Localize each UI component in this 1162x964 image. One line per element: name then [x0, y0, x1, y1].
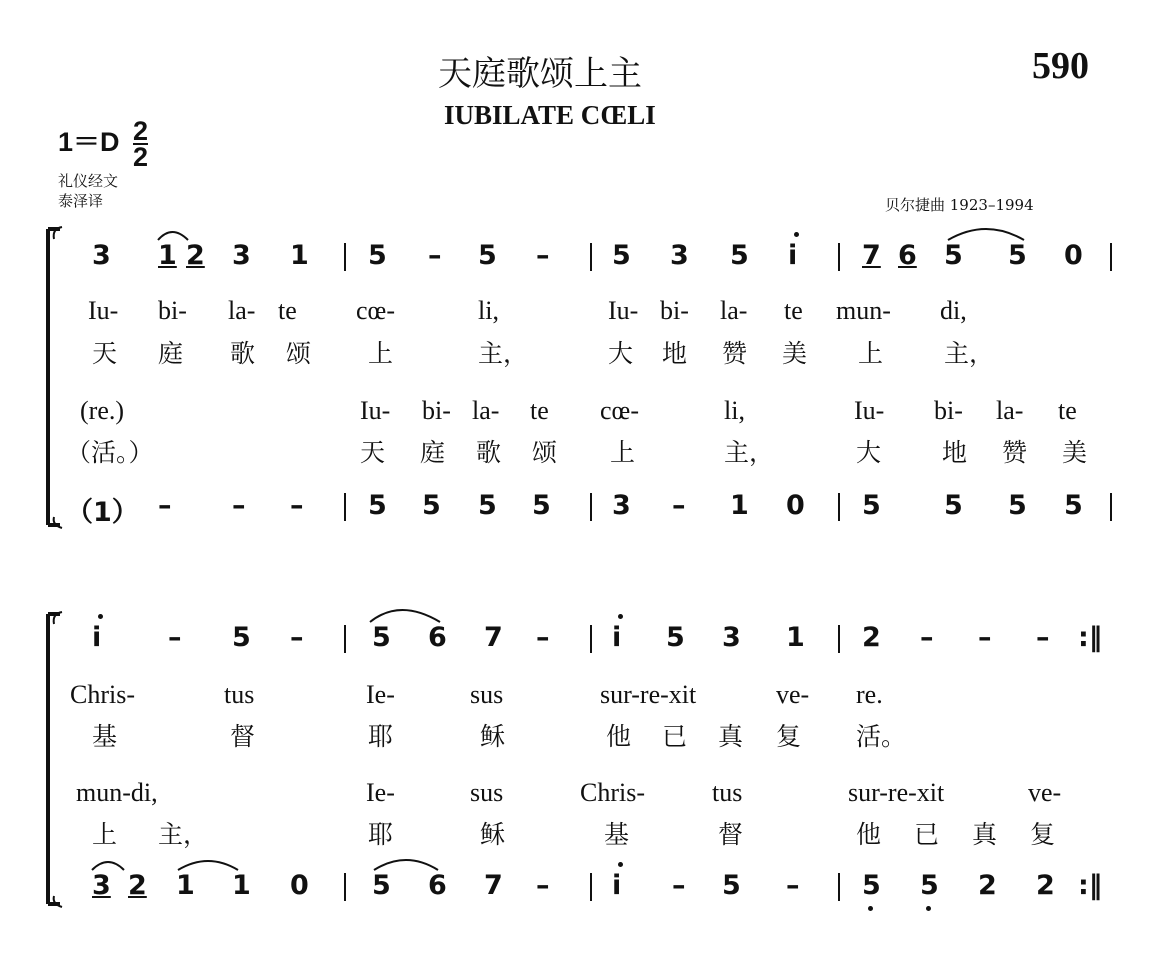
note: 1: [730, 490, 749, 521]
note: 5: [722, 870, 741, 901]
note: 2: [186, 240, 205, 271]
lyric: 庭: [158, 339, 184, 368]
lyric: 歌: [476, 438, 502, 467]
note: 5: [372, 622, 391, 653]
note: 5: [1008, 240, 1027, 271]
note: 7: [484, 870, 503, 901]
lyric: bi-: [934, 396, 963, 425]
lyric: 主，: [724, 438, 775, 467]
barline: [838, 625, 840, 653]
lyric: Ie-: [366, 680, 395, 709]
barline: [344, 493, 346, 521]
lyric: te: [1058, 396, 1077, 425]
lyric: 庭: [420, 438, 446, 467]
lyric: sus: [470, 680, 504, 709]
lyric: Iu-: [854, 396, 885, 425]
lyric: sur-re-xit: [848, 778, 945, 807]
note: 3: [722, 622, 741, 653]
barline: [590, 625, 592, 653]
barline: [344, 873, 346, 901]
lyric: la-: [996, 396, 1024, 425]
lyric: Iu-: [360, 396, 391, 425]
barline: [344, 243, 346, 271]
note: 1: [158, 240, 177, 271]
note: 6: [428, 622, 447, 653]
low-octave-dot: [926, 906, 931, 911]
lyric: 颂: [532, 438, 558, 467]
note: 5: [478, 240, 497, 271]
lyric: 他: [606, 722, 632, 751]
note: 5: [1008, 490, 1027, 521]
barline: [590, 493, 592, 521]
lyric: 赞: [1002, 438, 1028, 467]
lyric: 基: [604, 820, 630, 849]
dash: –: [786, 870, 800, 901]
lyric: 主，: [944, 339, 995, 368]
note: 5: [478, 490, 497, 521]
lyric: ve-: [776, 680, 810, 709]
barline: [590, 243, 592, 271]
note: i: [92, 622, 102, 653]
lyric: bi-: [422, 396, 451, 425]
lyric: di,: [940, 296, 967, 325]
lyric: 基: [92, 722, 118, 751]
lyric: 督: [718, 820, 744, 849]
lyric: 他: [856, 820, 882, 849]
slurs: [88, 850, 548, 874]
lyric: 主，: [478, 339, 529, 368]
note: 1: [290, 240, 309, 271]
barline: [838, 493, 840, 521]
high-octave-dot: [794, 232, 799, 237]
lyric: (re.): [80, 396, 125, 425]
composer: 贝尔捷曲 1923–1994: [885, 196, 1034, 214]
low-octave-dot: [868, 906, 873, 911]
lyric: sus: [470, 778, 504, 807]
lyric: te: [530, 396, 549, 425]
system-2-brace: [40, 610, 70, 910]
note: 5: [944, 240, 963, 271]
note: 7: [484, 622, 503, 653]
note: i: [612, 622, 622, 653]
hymn-number: 590: [1032, 45, 1089, 87]
note: 1: [786, 622, 805, 653]
lyric: 美: [1062, 438, 1088, 467]
lyric: cœ-: [600, 396, 639, 425]
lyric: 上: [858, 339, 884, 368]
dash: –: [158, 490, 172, 521]
lyric: te: [784, 296, 803, 325]
lyric: 上: [92, 820, 118, 849]
lyric: ve-: [1028, 778, 1062, 807]
dash: –: [232, 490, 246, 521]
lyric: la-: [472, 396, 500, 425]
note: 5: [862, 490, 881, 521]
time-signature: [133, 116, 149, 172]
key-signature: [58, 116, 149, 172]
dash: –: [1036, 622, 1050, 653]
dash: –: [672, 870, 686, 901]
lyric: 督: [230, 722, 256, 751]
lyric: bi-: [158, 296, 187, 325]
barline: [1110, 243, 1112, 271]
lyric: 大: [856, 438, 882, 467]
high-octave-dot: [618, 614, 623, 619]
lyric: mun-di,: [76, 778, 158, 807]
lyric: re.: [856, 680, 883, 709]
lyric: 地: [662, 339, 688, 368]
note: 5: [368, 490, 387, 521]
note: 6: [428, 870, 447, 901]
key-label: 1＝D: [58, 127, 120, 158]
lyric: la-: [228, 296, 256, 325]
note: 6: [898, 240, 917, 271]
slurs: [360, 604, 460, 626]
lyric: Iu-: [88, 296, 119, 325]
lyric: 稣: [480, 722, 506, 751]
lyric: 活。: [856, 722, 907, 751]
lyric: li,: [478, 296, 499, 325]
lyric: 真: [718, 722, 744, 751]
lyric: 赞: [722, 339, 748, 368]
lyric: bi-: [660, 296, 689, 325]
note: 7: [862, 240, 881, 271]
lyric: 上: [610, 438, 636, 467]
barline: [590, 873, 592, 901]
lyric: Chris-: [580, 778, 645, 807]
barline: [838, 873, 840, 901]
note: 2: [862, 622, 881, 653]
lyric: 已: [662, 722, 688, 751]
time-sig-bottom: 2: [133, 142, 149, 172]
lyric: 耶: [368, 820, 394, 849]
high-octave-dot: [618, 862, 623, 867]
lyric: mun-: [836, 296, 891, 325]
note: 5: [372, 870, 391, 901]
translator: 泰泽译: [58, 192, 104, 210]
lyric: te: [278, 296, 297, 325]
note: 5: [422, 490, 441, 521]
dash: –: [290, 622, 304, 653]
lyric: 大: [608, 339, 634, 368]
dash: –: [168, 622, 182, 653]
note: 1: [176, 870, 195, 901]
barline: [1110, 493, 1112, 521]
note: 2: [1036, 870, 1055, 901]
lyric: （活。）: [66, 438, 154, 467]
dash: –: [536, 240, 550, 271]
note: 0: [1064, 240, 1083, 271]
note: 5: [1064, 490, 1083, 521]
high-octave-dot: [98, 614, 103, 619]
lyric: 歌: [230, 339, 256, 368]
lyric: tus: [224, 680, 255, 709]
lyric: 真: [972, 820, 998, 849]
note: 3: [232, 240, 251, 271]
lyric: sur-re-xit: [600, 680, 697, 709]
note: 0: [290, 870, 309, 901]
lyric: 上: [368, 339, 394, 368]
note: 2: [128, 870, 147, 901]
lyric: 美: [782, 339, 808, 368]
note: 5: [368, 240, 387, 271]
note: i: [612, 870, 622, 901]
note: 3: [92, 240, 111, 271]
note: 3: [612, 490, 631, 521]
lyric: 地: [942, 438, 968, 467]
lyric: Ie-: [366, 778, 395, 807]
note: 3: [670, 240, 689, 271]
note: 3: [92, 870, 111, 901]
repeat-sign: :‖: [1078, 622, 1103, 653]
note: 5: [730, 240, 749, 271]
lyric: Iu-: [608, 296, 639, 325]
text-source: 礼仪经文: [58, 172, 119, 190]
note: 5: [232, 622, 251, 653]
repeat-sign: :‖: [1078, 870, 1103, 901]
note: 0: [786, 490, 805, 521]
lyric: cœ-: [356, 296, 395, 325]
lyric: 天: [360, 438, 386, 467]
lyric: 颂: [286, 339, 312, 368]
dash: –: [672, 490, 686, 521]
note: 5: [920, 870, 939, 901]
lyric: 耶: [368, 722, 394, 751]
lyric: tus: [712, 778, 743, 807]
latin-subtitle: IUBILATE CŒLI: [444, 100, 656, 130]
note: 5: [666, 622, 685, 653]
dash: –: [536, 622, 550, 653]
lyric: 已: [914, 820, 940, 849]
dash: –: [428, 240, 442, 271]
lyric: 稣: [480, 820, 506, 849]
note: 5: [862, 870, 881, 901]
lyric: 复: [1030, 820, 1056, 849]
note: i: [788, 240, 798, 271]
note: 5: [944, 490, 963, 521]
lyric: 天: [92, 339, 118, 368]
note: 5: [612, 240, 631, 271]
system-1-brace: [40, 225, 70, 530]
page-title: 天庭歌颂上主: [438, 54, 642, 94]
time-sig-top: 2: [133, 116, 149, 146]
note: 1: [232, 870, 251, 901]
dash: –: [290, 490, 304, 521]
lyric: la-: [720, 296, 748, 325]
barline: [344, 625, 346, 653]
note: （1）: [66, 497, 139, 528]
lyric: 主，: [158, 820, 209, 849]
note: 2: [978, 870, 997, 901]
lyric: 复: [776, 722, 802, 751]
lyric: li,: [724, 396, 745, 425]
dash: –: [920, 622, 934, 653]
note: 5: [532, 490, 551, 521]
dash: –: [978, 622, 992, 653]
lyric: Chris-: [70, 680, 135, 709]
barline: [838, 243, 840, 271]
slurs: [150, 224, 1130, 244]
dash: –: [536, 870, 550, 901]
